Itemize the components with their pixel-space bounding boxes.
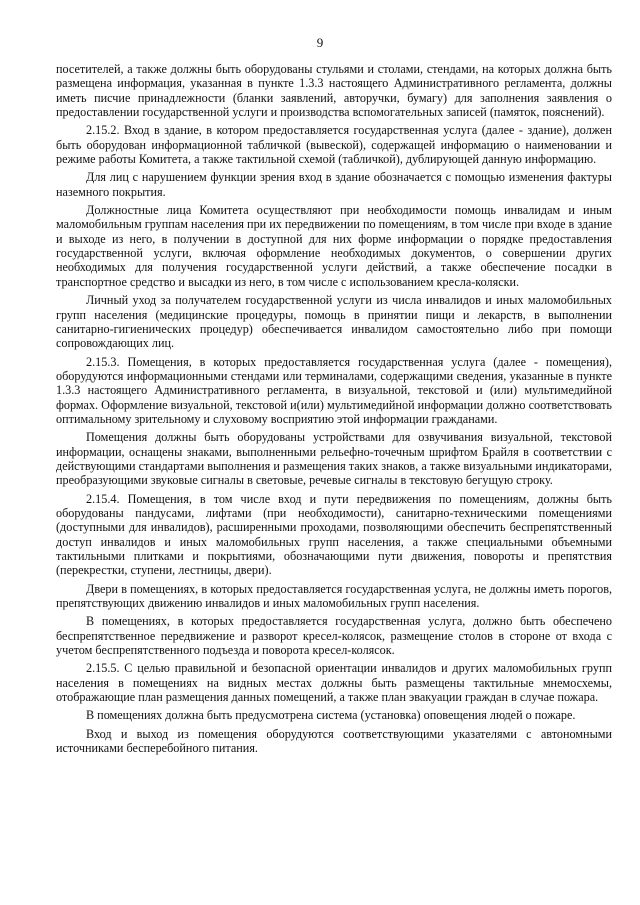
paragraph-2-15-5: 2.15.5. С целью правильной и безопасной ориентации инвалидов и других маломобильных групп населения в помещениях на видных местах должны быть размещены тактильные мнемосхемы, отображающие план размещения данных помещений, а также план эвакуации граждан в случае пожара. (56, 661, 612, 705)
paragraph-personal-care: Личный уход за получателем государственной услуги из числа инвалидов и иных маломобильных групп населения (медицинские процедуры, помощь в принятии пищи и лекарств, в выполнении санитарно-гигиенических процедур) обеспечивается инвалидом самостоятельно либо при помощи сопровождающих лиц. (56, 293, 612, 351)
paragraph-2-15-2: 2.15.2. Вход в здание, в котором предоставляется государственная услуга (далее - здание), должен быть оборудован информационной табличкой (вывеской), содержащей информацию о наименовании и режиме работы Комитета, а также тактильной схемой (табличкой), дублирующей данную информацию. (56, 123, 612, 167)
paragraph-2-15-3: 2.15.3. Помещения, в которых предоставляется государственная услуга (далее - помещения), оборудуются информационными стендами или терминалами, содержащими сведения, указанные в пункте 1.3.3 настоящего Административного регламента, в визуальной, текстовой и (или) мультимедийной формах. Оформление визуальной, текстовой и(или) мультимедийной информации должно соответствовать оптимальному зрительному и слуховому восприятию этой информации гражданами. (56, 354, 612, 426)
paragraph-audio-devices: Помещения должны быть оборудованы устройствами для озвучивания визуальной, текстовой информации, оснащены знаками, выполненными рельефно-точечным шрифтом Брайля в соответствии с действующими стандартами выполнения и размещения таких знаков, а также визуальными индикаторами, преобразующими звуковые сигналы в световые, речевые сигналы в текстовую бегущую строку. (56, 430, 612, 488)
document-body (56, 62, 612, 759)
page-number: 9 (316, 35, 324, 50)
paragraph-fire-alarm: В помещениях должна быть предусмотрена система (установка) оповещения людей о пожаре. (86, 708, 576, 723)
paragraph-vision-impaired: Для лиц с нарушением функции зрения вход в здание обозначается с помощью изменения фактуры наземного покрытия. (56, 170, 612, 199)
paragraph-exit-signs: Вход и выход из помещения оборудуются соответствующими указателями с автономными источниками бесперебойного питания. (56, 726, 612, 756)
paragraph-wheelchairs: В помещениях, в которых предоставляется государственная услуга, должно быть обеспечено беспрепятственное передвижение и разворот кресел-колясок, размещение столов в стороне от входа с учетом беспрепятственного подъезда и поворота кресел-колясок. (56, 614, 612, 658)
paragraph-2-15-4: 2.15.4. Помещения, в том числе вход и пути передвижения по помещениям, должны быть оборудованы пандусами, лифтами (при необходимости), санитарно-техническими помещениями (доступными для инвалидов), расширенными проходами, позволяющими обеспечить беспрепятственный доступ инвалидов и иных маломобильных групп населения, а также специальными объемными тактильными плитками и покрытиями, обозначающими пути движения, повороты и препятствия (перекрестки, ступени, лестницы, двери). (56, 491, 612, 578)
paragraph-doors: Двери в помещениях, в которых предоставляется государственная услуга, не должны иметь порогов, препятствующих движению инвалидов и иных маломобильных групп населения. (56, 581, 612, 611)
paragraph-continuation: посетителей, а также должны быть оборудованы стульями и столами, стендами, на которых должна быть размещена информация, указанная в пункте 1.3.3 настоящего Административного регламента, должны иметь писчие принадлежности (бланки заявлений, авторучки, бумагу) для заполнения заявления о предоставлении государственной услуги и производства вспомогательных записей (памяток, пояснений). (56, 62, 612, 120)
paragraph-staff-assistance: Должностные лица Комитета осуществляют при необходимости помощь инвалидам и иным маломобильным группам населения при их передвижении по помещениям, в том числе при входе в здание и выходе из него, в получении в доступной для них форме информации о порядке предоставления государственной услуги, включая оформление необходимых документов, о совершении других необходимых для получения государственной услуги действий, а также обеспечение посадки в транспортное средство и высадки из него, в том числе с использованием кресла-коляски. (56, 203, 612, 289)
